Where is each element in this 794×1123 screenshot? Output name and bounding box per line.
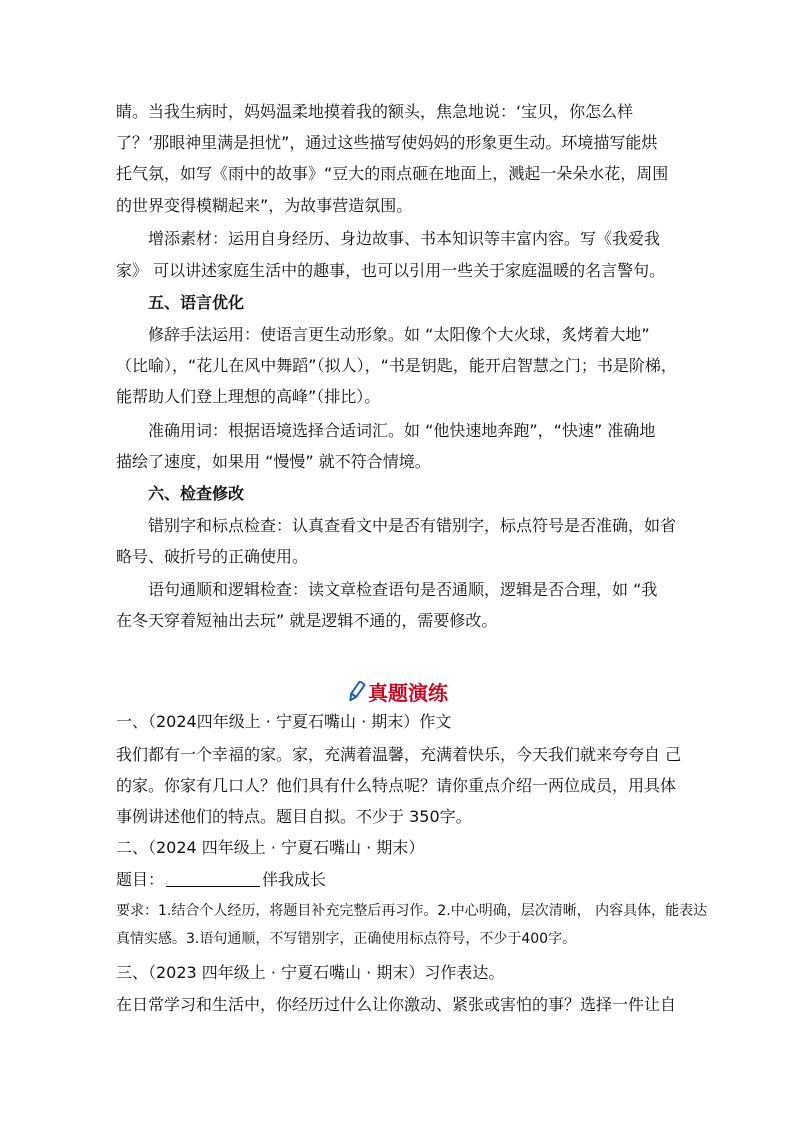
question-requirement: 要求：1.结合个人经历，将题目补充完整后再习作。2.中心明确，层次清晰， 内容具体，能表达 [116, 903, 708, 919]
question-body: 在日常学习和生活中，你经历过什么让你激动、紧张或害怕的事？选择一件让自 [116, 995, 677, 1014]
body-line: 家》 可以讲述家庭生活中的趣事，也可以引用一些关于家庭温暖的名言警句。 [116, 261, 666, 280]
body-line: 错别字和标点检查：认真查看文中是否有错别字，标点符号是否准确，如省 [148, 516, 677, 535]
section-title-text: 真题演练 [368, 681, 448, 705]
body-line: 略号、破折号的正确使用。 [116, 547, 309, 566]
body-line: 语句通顺和逻辑检查：读文章检查语句是否通顺，逻辑是否合理，如 “我 [148, 580, 658, 599]
body-line: 修辞手法运用：使语言更生动形象。如 “太阳像个大火球，炙烤着大地” [148, 325, 650, 344]
question-body: 的家。你家有几口人？他们具有什么特点呢？请你重点介绍一两位成员，用具体 [116, 776, 677, 795]
body-line: 的世界变得模糊起来”，为故事营造氛围。 [116, 196, 413, 215]
section-heading: 五、语言优化 [148, 293, 245, 312]
body-line: 在冬天穿着短袖出去玩” 就是逻辑不通的，需要修改。 [116, 611, 498, 630]
body-line: 了？’那眼神里满是担忧”，通过这些描写使妈妈的形象更生动。环境描写能烘 [116, 133, 658, 152]
body-line: （比喻），“花儿在风中舞蹈”（拟人），“书是钥匙，能开启智慧之门；书是阶梯， [116, 356, 677, 375]
topic-prefix: 题目： [116, 870, 165, 889]
question-body: 我们都有一个幸福的家。家，充满着温馨，充满着快乐，今天我们就来夸夸自 己 [116, 745, 682, 764]
body-line: 托气氛，如写《雨中的故事》“豆大的雨点砸在地面上，溅起一朵朵水花，周围 [116, 164, 669, 183]
question-heading: 一、（2024四年级上 · 宁夏石嘴山 · 期末）作文 [116, 712, 452, 731]
pencil-icon [346, 681, 368, 705]
question-heading: 二、（2024 四年级上 · 宁夏石嘴山 · 期末） [116, 838, 425, 857]
section-heading: 六、检查修改 [148, 484, 245, 503]
topic-suffix: 伴我成长 [262, 870, 327, 889]
practice-section-title [0, 677, 794, 706]
question-requirement: 真情实感。3.语句通顺，不写错别字，正确使用标点符号，不少于400字。 [116, 931, 577, 947]
body-line: 能帮助人们登上理想的高峰”（排比）。 [116, 387, 381, 406]
body-line: 睛。当我生病时，妈妈温柔地摸着我的额头，焦急地说：‘宝贝，你怎么样 [116, 102, 634, 121]
fill-blank [166, 868, 260, 887]
body-line: 增添素材：运用自身经历、身边故事、书本知识等丰富内容。写《我爱我 [148, 229, 661, 248]
body-line: 描绘了速度，如果用 “慢慢” 就不符合情境。 [116, 452, 431, 471]
question-heading: 三、（2023 四年级上 · 宁夏石嘴山 · 期末）习作表达。 [116, 963, 505, 982]
question-body: 事例讲述他们的特点。题目自拟。不少于 350字。 [116, 807, 472, 826]
body-line: 准确用词：根据语境选择合适词汇。如 “他快速地奔跑”，“快速” 准确地 [148, 421, 656, 440]
question-topic [116, 868, 326, 892]
